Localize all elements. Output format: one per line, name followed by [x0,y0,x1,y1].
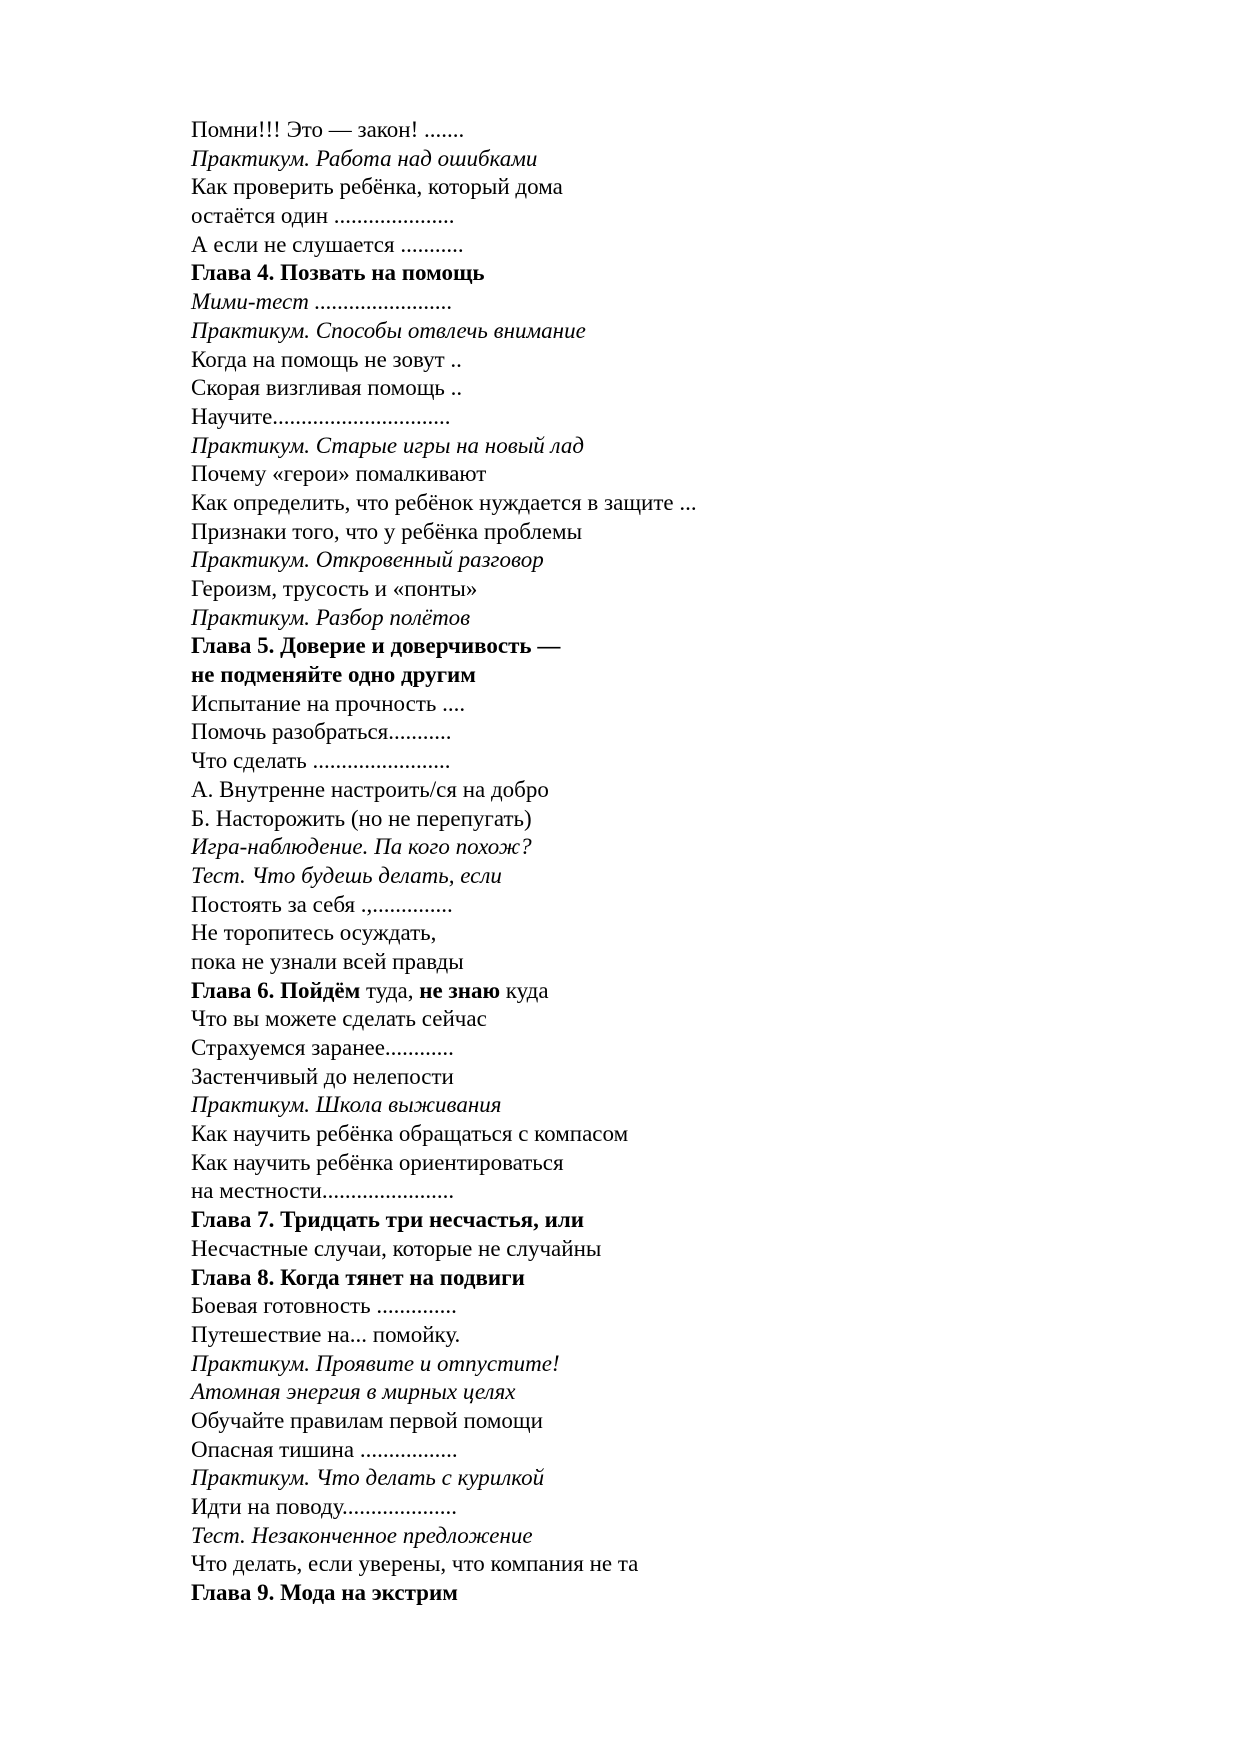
toc-entry: Помочь разобраться........... [191,719,452,745]
toc-entry: Скорая визгливая помощь .. [191,375,463,401]
toc-entry: Застенчивый до нелепости [191,1063,454,1089]
toc-exercise-entry: Атомная энергия в мирных целях [191,1379,516,1405]
toc-chapter-heading: Глава 8. Когда тянет на подвиги [191,1264,525,1290]
toc-entry: Обучайте правилам первой помощи [191,1407,543,1433]
toc-exercise-entry: Практикум. Способы отвлечь внимание [191,317,586,343]
toc-exercise-entry: Тест. Что будешь делать, если [191,862,502,888]
toc-entry: Что вы можете сделать сейчас [191,1006,487,1032]
toc-entry: Боевая готовность .............. [191,1293,457,1319]
toc-exercise-entry: Практикум. Что делать с курилкой [191,1465,545,1491]
toc-entry: пока не узнали всей правды [191,948,464,974]
toc-entry: на местности....................... [191,1178,455,1204]
toc-chapter-heading: Глава 5. Доверие и доверчивость — [191,633,561,659]
toc-heading-part: не знаю [419,977,501,1003]
toc-entry: остаётся один ..................... [191,203,455,229]
toc-exercise-entry: Практикум. Откровенный разговор [191,547,544,573]
toc-entry: Признаки того, что у ребёнка проблемы [191,518,583,544]
toc-exercise-entry: Мими-тест ........................ [191,289,453,315]
toc-exercise-entry: Практикум. Школа выживания [191,1092,502,1118]
toc-heading-part: Глава 6. Пойдём [191,977,361,1003]
toc-exercise-entry: Практикум. Старые игры на новый лад [191,432,584,458]
toc-entry: Страхуемся заранее............ [191,1035,454,1060]
toc-entry: Постоять за себя .,.............. [191,891,453,917]
toc-entry: Опасная тишина ................. [191,1436,458,1462]
toc-entry: Испытание на прочность .... [191,690,466,716]
toc-entry: А если не слушается ........... [191,231,464,257]
toc-entry: Героизм, трусость и «понты» [191,576,478,601]
toc-exercise-entry: Практикум. Работа над ошибками [191,145,538,171]
toc-exercise-entry: Тест. Незаконченное предложение [191,1522,533,1548]
toc-entry: Путешествие на... помойку. [191,1321,461,1347]
toc-entry: Помни!!! Это — закон! ....... [191,117,465,142]
toc-entry: Как проверить ребёнка, который дома [191,174,563,200]
toc-entry: Идти на поводу.................... [191,1494,457,1519]
toc-chapter-heading: не подменяйте одно другим [191,662,476,688]
toc-chapter-heading: Глава 4. Позвать на помощь [191,260,485,286]
toc-exercise-entry: Практикум. Разбор полётов [191,604,471,630]
toc-entry: Как определить, что ребёнок нуждается в защите ... [191,489,697,515]
toc-entry: Почему «герои» помалкивают [191,461,487,487]
toc-heading-part: куда [500,977,549,1003]
toc-entry: Как научить ребёнка ориентироваться [191,1149,564,1175]
toc-entry: А. Внутренне настроить/ся на добро [191,776,549,802]
toc-chapter-heading [191,977,1191,1006]
toc-entry: Не торопитесь осуждать, [191,920,437,946]
toc-entry: Что сделать ........................ [191,748,451,774]
toc-entry: Что делать, если уверены, что компания не та [191,1551,639,1577]
toc-heading-part: туда, [360,977,420,1003]
toc-chapter-heading: Глава 9. Мода на экстрим [191,1580,458,1606]
toc-entry: Несчастные случаи, которые не случайны [191,1235,602,1261]
toc-entry: Б. Насторожить (но не перепугать) [191,805,532,831]
toc-entry: Как научить ребёнка обращаться с компасом [191,1121,629,1147]
toc-exercise-entry: Игра-наблюдение. Па кого похож? [191,834,532,860]
toc-chapter-heading: Глава 7. Тридцать три несчастья, или [191,1207,584,1233]
toc-entry: Научите............................... [191,403,451,429]
toc-exercise-entry: Практикум. Проявите и отпустите! [191,1350,560,1376]
toc-entry: Когда на помощь не зовут .. [191,346,462,372]
toc-page [191,116,1191,1608]
